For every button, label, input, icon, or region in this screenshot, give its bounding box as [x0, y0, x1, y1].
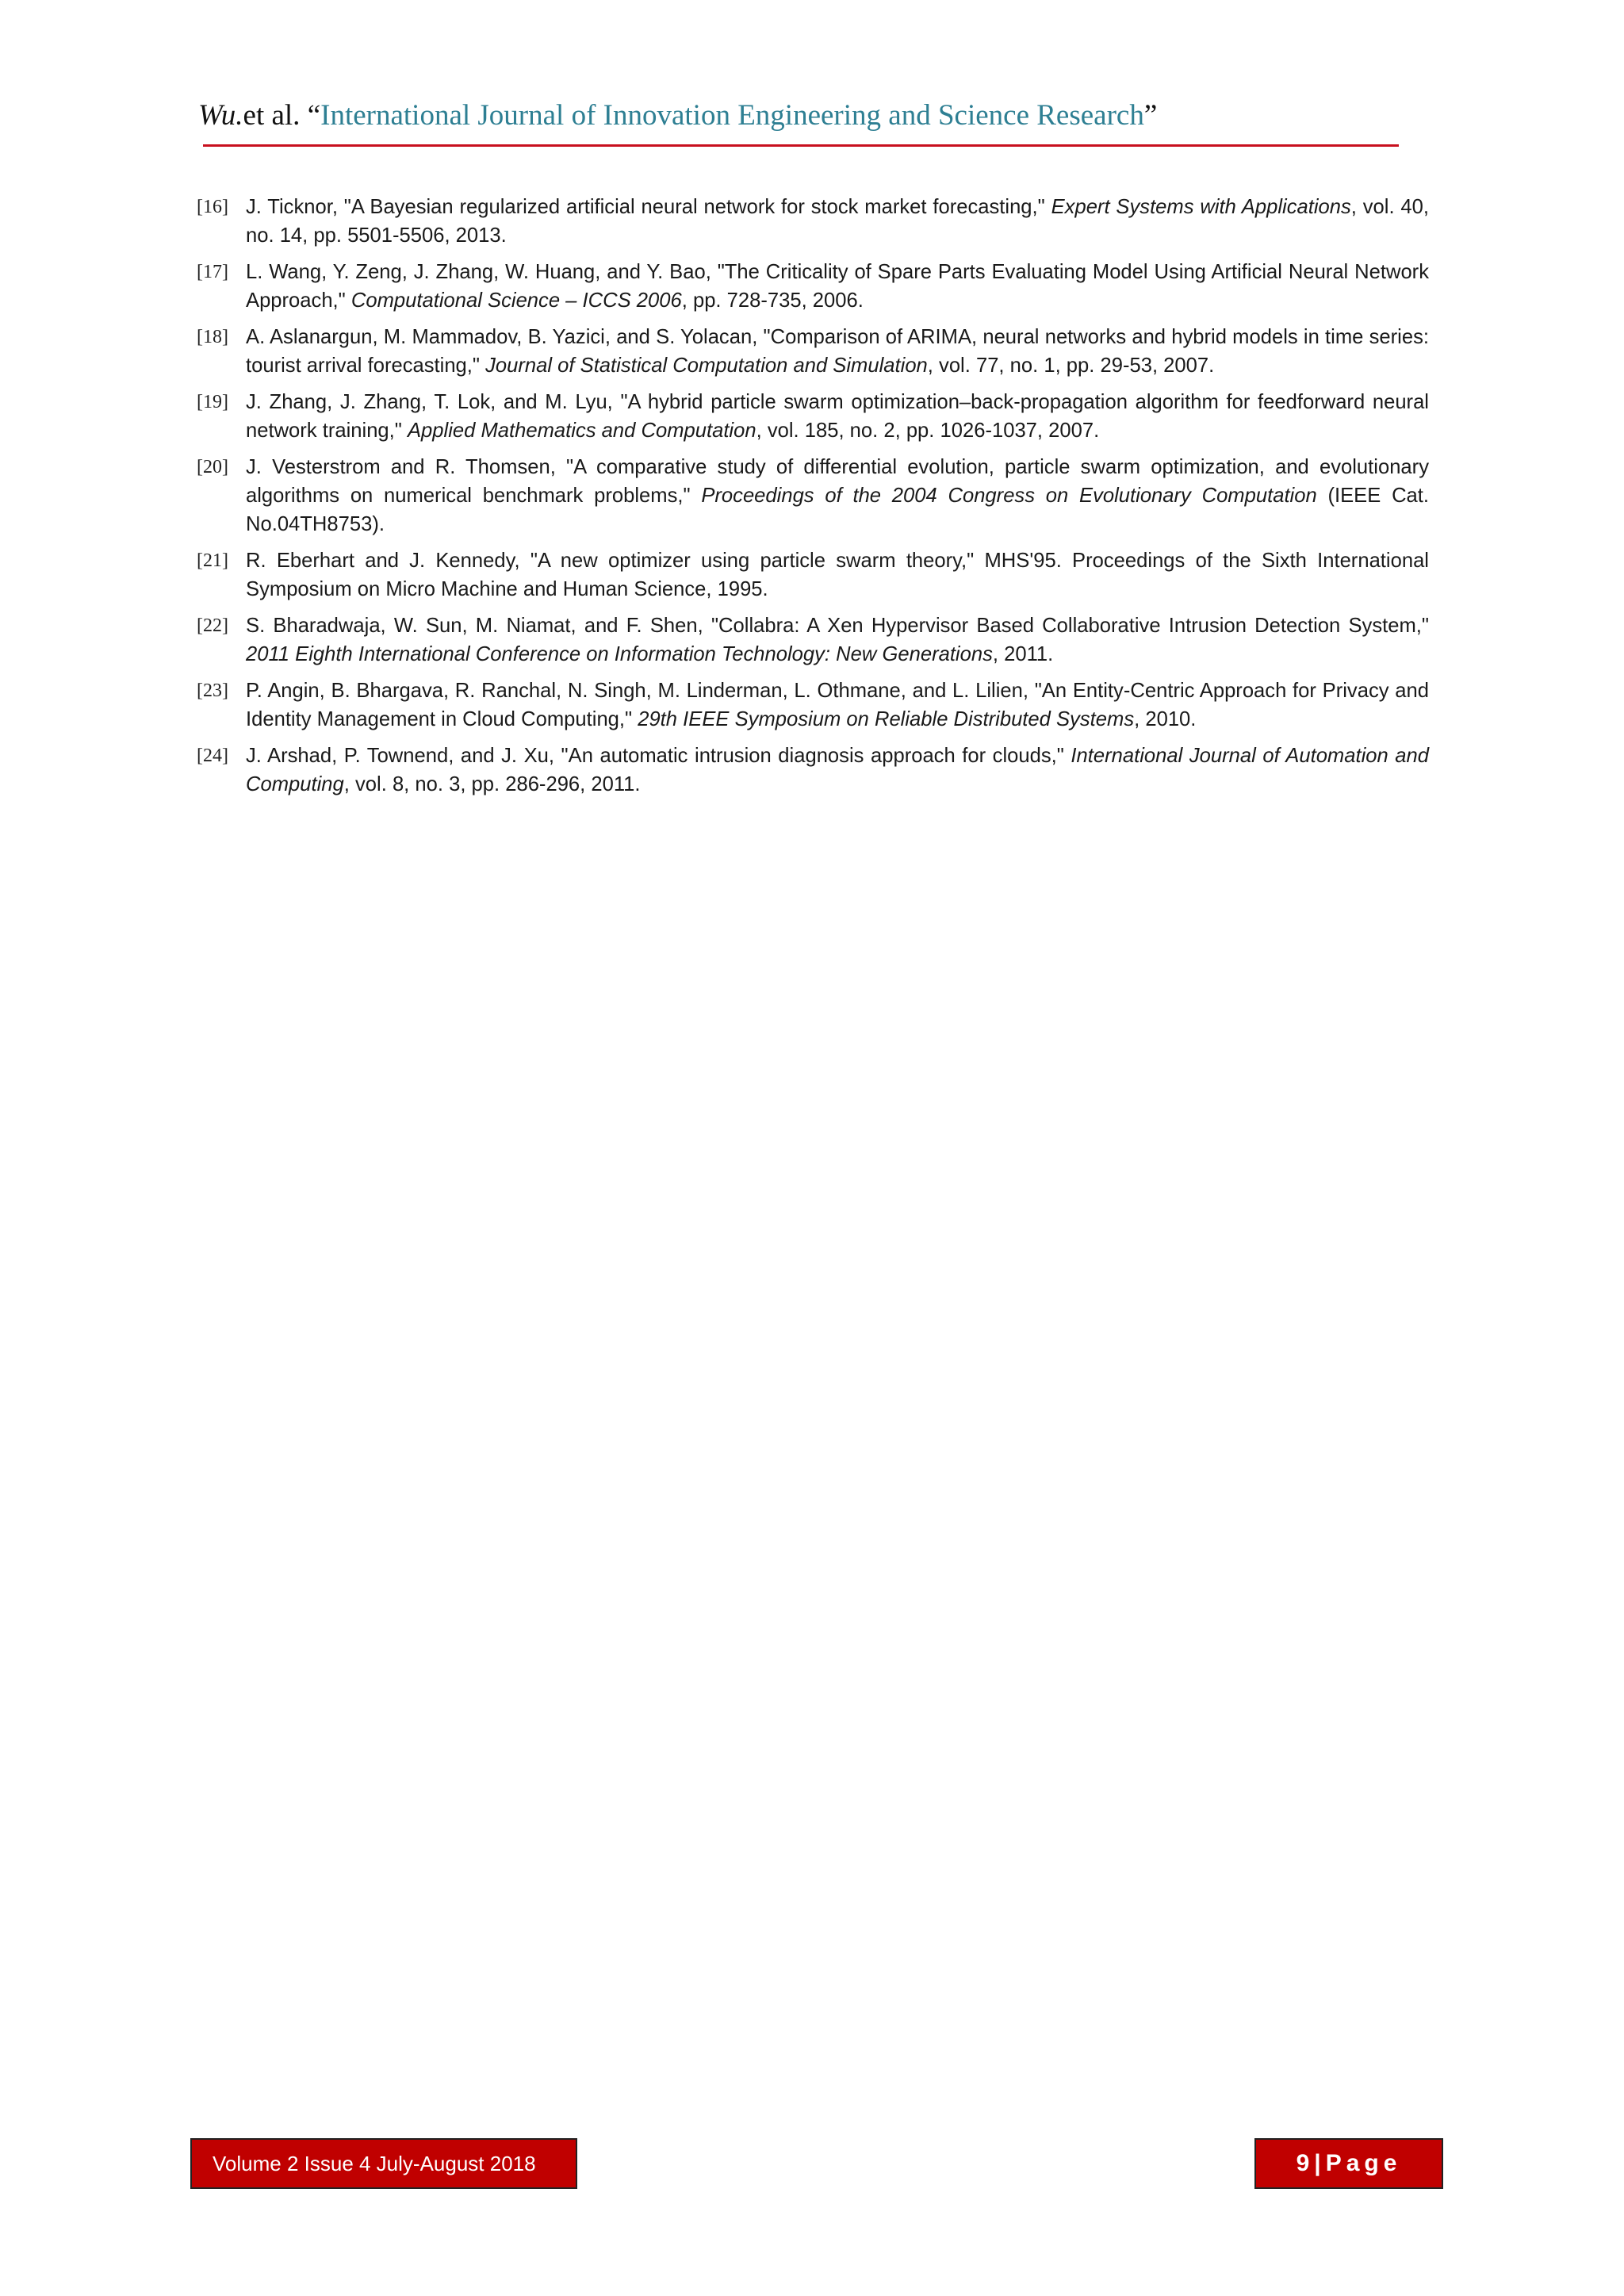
footer-issue-text: Volume 2 Issue 4 July-August 2018 — [213, 2152, 536, 2175]
reference-item — [197, 677, 1429, 734]
reference-text: J. Ticknor, "A Bayesian regularized artificial neural network for stock market forecasting," — [246, 196, 1051, 218]
reference-venue: 29th IEEE Symposium on Reliable Distributed Systems — [638, 708, 1135, 730]
reference-text: L. Wang, Y. Zeng, J. Zhang, W. Huang, and Y. Bao, "The Criticality of Spare Parts Evaluating Model Using Artificial Neural Network Approach," — [246, 261, 1429, 312]
running-header — [198, 94, 1404, 138]
reference-venue: 2011 Eighth International Conference on Information Technology: New Generations — [246, 643, 993, 665]
footer-page-number: 9 — [1296, 2150, 1315, 2176]
header-open-quote: “ — [307, 99, 321, 132]
footer-page-box — [1254, 2138, 1443, 2189]
reference-item — [197, 611, 1429, 669]
reference-details: , 2011. — [992, 643, 1054, 665]
header-etal: et al. — [243, 99, 308, 132]
reference-text: P. Angin, B. Bhargava, R. Ranchal, N. Singh, M. Linderman, L. Othmane, and L. Lilien, "An Entity-Centric Approach for Privacy and Identity Management in Cloud Computing," — [246, 680, 1429, 730]
header-author: Wu. — [198, 99, 243, 132]
reference-details: , vol. 185, no. 2, pp. 1026-1037, 2007. — [756, 420, 1100, 442]
reference-item — [197, 388, 1429, 445]
reference-venue: International Journal of Automation and Computing — [246, 745, 1429, 795]
reference-text: S. Bharadwaja, W. Sun, M. Niamat, and F. Shen, "Collabra: A Xen Hypervisor Based Collaborative Intrusion Detection System," — [246, 615, 1429, 637]
reference-text: J. Zhang, J. Zhang, T. Lok, and M. Lyu, "A hybrid particle swarm optimization–back-propagation algorithm for feedforward neural network training," — [246, 391, 1429, 442]
reference-details: , pp. 728-735, 2006. — [681, 289, 864, 312]
reference-list — [197, 193, 1429, 807]
reference-number: [20] — [197, 457, 228, 477]
reference-venue: Expert Systems with Applications — [1051, 196, 1351, 218]
reference-item — [197, 258, 1429, 315]
reference-text: A. Aslanargun, M. Mammadov, B. Yazici, and S. Yolacan, "Comparison of ARIMA, neural networks and hybrid models in time series: tourist arrival forecasting," — [246, 326, 1429, 377]
header-divider — [203, 144, 1399, 147]
reference-text: J. Arshad, P. Townend, and J. Xu, "An automatic intrusion diagnosis approach for clouds," — [246, 745, 1071, 767]
reference-venue: Computational Science – ICCS 2006 — [350, 289, 682, 312]
reference-number: [21] — [197, 550, 228, 571]
reference-details: , vol. 77, no. 1, pp. 29-53, 2007. — [927, 355, 1215, 377]
footer-page-separator: | — [1314, 2150, 1326, 2176]
footer-page-word: Page — [1325, 2150, 1402, 2176]
reference-item — [197, 742, 1429, 799]
reference-number: [17] — [197, 262, 228, 282]
reference-venue: Applied Mathematics and Computation — [407, 420, 756, 442]
reference-number: [18] — [197, 327, 228, 347]
reference-venue: Journal of Statistical Computation and Simulation — [485, 355, 928, 377]
reference-text: J. Vesterstrom and R. Thomsen, "A comparative study of differential evolution, particle swarm optimization, and evolutionary algorithms on numerical benchmark problems," — [246, 456, 1429, 507]
header-close-quote: ” — [1143, 99, 1158, 132]
reference-number: [19] — [197, 392, 228, 412]
reference-number: [23] — [197, 680, 228, 701]
reference-venue: Proceedings of the 2004 Congress on Evolutionary Computation — [701, 485, 1317, 507]
header-journal-title: International Journal of Innovation Engineering and Science Research — [320, 99, 1144, 132]
reference-item — [197, 546, 1429, 604]
reference-text: R. Eberhart and J. Kennedy, "A new optimizer using particle swarm theory," MHS'95. Proceedings of the Sixth International Symposium on Micro Machine and Human Science, 1995. — [246, 550, 1429, 600]
reference-details: , 2010. — [1134, 708, 1197, 730]
reference-number: [24] — [197, 746, 228, 766]
reference-details: , vol. 40, no. 14, pp. 5501-5506, 2013. — [246, 196, 1429, 247]
reference-number: [16] — [197, 197, 228, 217]
reference-details: , vol. 8, no. 3, pp. 286-296, 2011. — [343, 773, 641, 795]
footer-issue-box — [190, 2138, 577, 2189]
reference-item — [197, 323, 1429, 380]
reference-item — [197, 193, 1429, 250]
reference-item — [197, 453, 1429, 539]
reference-number: [22] — [197, 615, 228, 636]
reference-details: (IEEE Cat. No.04TH8753). — [246, 485, 1430, 535]
